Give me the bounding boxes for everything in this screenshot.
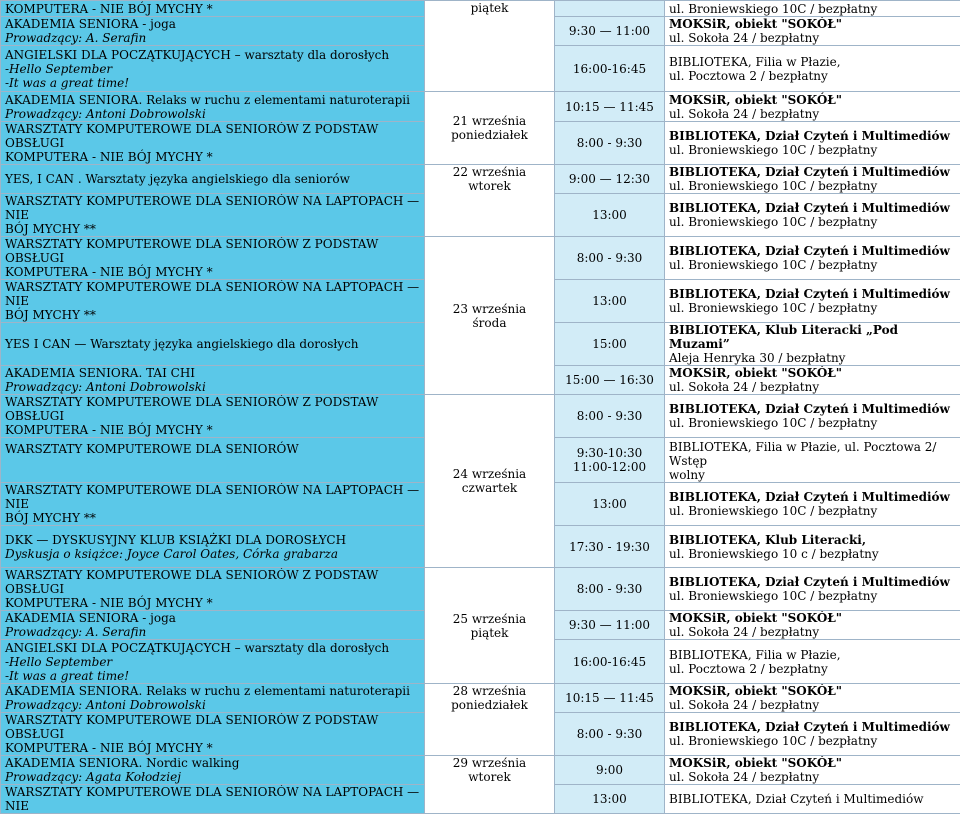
place-cell: [665, 194, 960, 237]
table-row: [1, 684, 960, 713]
time-cell: 8:00 - 9:30: [555, 568, 665, 611]
event-cell: [1, 280, 425, 323]
day-weekday: piątek: [429, 1, 550, 15]
place-venue: BIBLIOTEKA, Dział Czyteń i Multimediów: [669, 575, 956, 589]
time-cell: 9:00: [555, 756, 665, 785]
event-title-cont: KOMPUTERA - NIE BÓJ MYCHY *: [5, 596, 420, 610]
time-cell: 8:00 - 9:30: [555, 237, 665, 280]
place-venue: BIBLIOTEKA, Klub Literacki „Pod Muzami”: [669, 323, 956, 351]
event-title-cont: KOMPUTERA - NIE BÓJ MYCHY *: [5, 265, 420, 279]
event-title: ANGIELSKI DLA POCZĄTKUJĄCYCH – warsztaty dla dorosłych: [5, 48, 420, 62]
day-weekday: poniedziałek: [429, 698, 550, 712]
place-cell: [665, 395, 960, 438]
event-title-cont: KOMPUTERA - NIE BÓJ MYCHY *: [5, 423, 420, 437]
event-cell: [1, 611, 425, 640]
place-cell: [665, 438, 960, 483]
time-cell: 16:00-16:45: [555, 640, 665, 684]
event-title-cont: BÓJ MYCHY **: [5, 222, 420, 236]
place-venue: BIBLIOTEKA, Dział Czyteń i Multimediów: [669, 402, 956, 416]
time-cell: 13:00: [555, 785, 665, 814]
event-cell: [1, 1, 425, 17]
place-cell: [665, 526, 960, 568]
place-address: ul. Sokoła 24 / bezpłatny: [669, 107, 956, 121]
time-cell: 13:00: [555, 194, 665, 237]
event-title: AKADEMIA SENIORA - joga: [5, 611, 420, 625]
place-cell: [665, 366, 960, 395]
event-title: KOMPUTERA - NIE BÓJ MYCHY *: [5, 2, 420, 16]
table-row: [1, 237, 960, 280]
place-address: ul. Broniewskiego 10C / bezpłatny: [669, 504, 956, 518]
place-address: ul. Sokoła 24 / bezpłatny: [669, 625, 956, 639]
event-title: WARSZTATY KOMPUTEROWE DLA SENIORÓW NA LAPTOPACH — NIE: [5, 785, 420, 813]
day-cell: [425, 568, 555, 684]
event-title-cont: KOMPUTERA - NIE BÓJ MYCHY *: [5, 741, 420, 755]
day-cell: [425, 684, 555, 756]
place-cell: [665, 684, 960, 713]
time-cell: 9:30-10:30 11:00-12:00: [555, 438, 665, 483]
day-date: 22 września: [429, 165, 550, 179]
event-cell: [1, 395, 425, 438]
day-cell: [425, 1, 555, 92]
event-cell: [1, 684, 425, 713]
event-title: WARSZTATY KOMPUTEROWE DLA SENIORÓW Z PODSTAW OBSŁUGI: [5, 568, 420, 596]
event-title: DKK — DYSKUSYJNY KLUB KSIĄŻKI DLA DOROSŁYCH: [5, 533, 420, 547]
place-cell: [665, 483, 960, 526]
place-venue: BIBLIOTEKA, Dział Czyteń i Multimediów: [669, 287, 956, 301]
event-title-cont: BÓJ MYCHY **: [5, 511, 420, 525]
day-weekday: środa: [429, 316, 550, 330]
event-cell: [1, 46, 425, 92]
place-cell: [665, 46, 960, 92]
place-venue: BIBLIOTEKA, Dział Czyteń i Multimediów: [669, 201, 956, 215]
time-cell: 8:00 - 9:30: [555, 122, 665, 165]
table-row: [1, 568, 960, 611]
event-host: Prowadzący: Antoni Dobrowolski: [5, 107, 420, 121]
table-row: [1, 165, 960, 194]
day-cell: [425, 92, 555, 165]
place-address: ul. Sokoła 24 / bezpłatny: [669, 31, 956, 45]
place-cell: [665, 122, 960, 165]
place-venue: MOKSiR, obiekt "SOKÓŁ": [669, 611, 956, 625]
event-title: WARSZTATY KOMPUTEROWE DLA SENIORÓW NA LAPTOPACH — NIE: [5, 194, 420, 222]
time-cell: 17:30 - 19:30: [555, 526, 665, 568]
place-venue: BIBLIOTEKA, Filia w Płazie,: [669, 55, 956, 69]
place-venue: MOKSiR, obiekt "SOKÓŁ": [669, 684, 956, 698]
time-cell: 10:15 — 11:45: [555, 684, 665, 713]
time-cell: 16:00-16:45: [555, 46, 665, 92]
place-venue: BIBLIOTEKA, Dział Czyteń i Multimediów: [669, 244, 956, 258]
day-date: 25 września: [429, 612, 550, 626]
place-cell: [665, 280, 960, 323]
place-cell: [665, 323, 960, 366]
time-cell: 9:30 — 11:00: [555, 17, 665, 46]
event-title: AKADEMIA SENIORA - joga: [5, 17, 420, 31]
place-cell: [665, 237, 960, 280]
place-address: ul. Sokoła 24 / bezpłatny: [669, 770, 956, 784]
time-cell: [555, 1, 665, 17]
event-cell: [1, 323, 425, 366]
place-line: ul. Broniewskiego 10C / bezpłatny: [669, 2, 956, 16]
day-cell: [425, 165, 555, 237]
time-cell: 10:15 — 11:45: [555, 92, 665, 122]
event-cell: [1, 92, 425, 122]
place-address: ul. Sokoła 24 / bezpłatny: [669, 380, 956, 394]
event-title: ANGIELSKI DLA POCZĄTKUJĄCYCH – warsztaty dla dorosłych: [5, 641, 420, 655]
time-cell: 13:00: [555, 483, 665, 526]
event-line: -Hello September: [5, 655, 420, 669]
place-cell: [665, 17, 960, 46]
time-cell: 9:00 — 12:30: [555, 165, 665, 194]
place-address: ul. Broniewskiego 10C / bezpłatny: [669, 301, 956, 315]
place-venue: MOKSiR, obiekt "SOKÓŁ": [669, 17, 956, 31]
place-venue: MOKSiR, obiekt "SOKÓŁ": [669, 366, 956, 380]
place-address: ul. Broniewskiego 10C / bezpłatny: [669, 179, 956, 193]
table-row: [1, 92, 960, 122]
place-venue: BIBLIOTEKA, Dział Czyteń i Multimediów: [669, 720, 956, 734]
event-host: Prowadzący: Antoni Dobrowolski: [5, 380, 420, 394]
place-venue: MOKSiR, obiekt "SOKÓŁ": [669, 756, 956, 770]
event-title: WARSZTATY KOMPUTEROWE DLA SENIORÓW Z PODSTAW OBSŁUGI: [5, 122, 420, 150]
time-cell: 13:00: [555, 280, 665, 323]
day-cell: [425, 395, 555, 568]
place-address: ul. Broniewskiego 10C / bezpłatny: [669, 416, 956, 430]
place-cell: [665, 640, 960, 684]
event-line: -It was a great time!: [5, 669, 420, 683]
event-title: YES, I CAN . Warsztaty języka angielskiego dla seniorów: [5, 172, 420, 186]
place-cell: [665, 713, 960, 756]
time-cell: 15:00: [555, 323, 665, 366]
time-cell: 8:00 - 9:30: [555, 395, 665, 438]
place-address: ul. Broniewskiego 10C / bezpłatny: [669, 589, 956, 603]
place-address: ul. Pocztowa 2 / bezpłatny: [669, 69, 956, 83]
event-title: WARSZTATY KOMPUTEROWE DLA SENIORÓW Z PODSTAW OBSŁUGI: [5, 713, 420, 741]
event-title: AKADEMIA SENIORA. Relaks w ruchu z elementami naturoterapii: [5, 684, 420, 698]
event-host: Prowadzący: A. Serafin: [5, 625, 420, 639]
event-cell: [1, 568, 425, 611]
place-cell: [665, 568, 960, 611]
event-title: AKADEMIA SENIORA. Relaks w ruchu z elementami naturoterapii: [5, 93, 420, 107]
event-cell: [1, 438, 425, 483]
table-row: [1, 1, 960, 17]
place-venue: BIBLIOTEKA, Dział Czyteń i Multimediów: [669, 129, 956, 143]
place-venue: BIBLIOTEKA, Klub Literacki,: [669, 533, 956, 547]
place-cell: [665, 92, 960, 122]
event-title: WARSZTATY KOMPUTEROWE DLA SENIORÓW Z PODSTAW OBSŁUGI: [5, 395, 420, 423]
event-title: AKADEMIA SENIORA. TAI CHI: [5, 366, 420, 380]
event-host: Prowadzący: Antoni Dobrowolski: [5, 698, 420, 712]
event-title: AKADEMIA SENIORA. Nordic walking: [5, 756, 420, 770]
place-address: ul. Broniewskiego 10C / bezpłatny: [669, 215, 956, 229]
place-cell: [665, 165, 960, 194]
event-host: Prowadzący: A. Serafin: [5, 31, 420, 45]
event-cell: [1, 756, 425, 785]
place-address: ul. Broniewskiego 10 c / bezpłatny: [669, 547, 956, 561]
place-cell: [665, 785, 960, 814]
event-title: WARSZTATY KOMPUTEROWE DLA SENIORÓW NA LAPTOPACH — NIE: [5, 280, 420, 308]
event-cell: [1, 237, 425, 280]
event-title: WARSZTATY KOMPUTEROWE DLA SENIORÓW Z PODSTAW OBSŁUGI: [5, 237, 420, 265]
time-cell: 15:00 — 16:30: [555, 366, 665, 395]
place-cell: [665, 611, 960, 640]
event-cell: [1, 483, 425, 526]
place-venue: MOKSiR, obiekt "SOKÓŁ": [669, 93, 956, 107]
place-address: Aleja Henryka 30 / bezpłatny: [669, 351, 956, 365]
day-date: 24 września: [429, 467, 550, 481]
place-cell: [665, 1, 960, 17]
event-cell: [1, 122, 425, 165]
event-line: -It was a great time!: [5, 76, 420, 90]
place-venue: BIBLIOTEKA, Dział Czyteń i Multimediów: [669, 490, 956, 504]
day-weekday: poniedziałek: [429, 128, 550, 142]
event-cell: [1, 366, 425, 395]
event-cell: [1, 785, 425, 814]
day-date: 21 września: [429, 114, 550, 128]
event-title: YES I CAN — Warsztaty języka angielskiego dla dorosłych: [5, 337, 420, 351]
place-venue: BIBLIOTEKA, Dział Czyteń i Multimediów: [669, 165, 956, 179]
event-cell: [1, 165, 425, 194]
place-venue: BIBLIOTEKA, Dział Czyteń i Multimediów: [669, 792, 956, 806]
day-cell: [425, 237, 555, 395]
day-weekday: piątek: [429, 626, 550, 640]
event-host: Prowadzący: Agata Kołodziej: [5, 770, 420, 784]
place-venue: BIBLIOTEKA, Filia w Płazie,: [669, 648, 956, 662]
day-weekday: czwartek: [429, 481, 550, 495]
event-subtitle: Dyskusja o książce: Joyce Carol Oates, Córka grabarza: [5, 547, 420, 561]
place-venue-cont: wolny: [669, 468, 956, 482]
event-cell: [1, 526, 425, 568]
day-date: 28 września: [429, 684, 550, 698]
event-cell: [1, 640, 425, 684]
table-row: [1, 395, 960, 438]
place-address: ul. Sokoła 24 / bezpłatny: [669, 698, 956, 712]
day-date: 23 września: [429, 302, 550, 316]
place-address: ul. Broniewskiego 10C / bezpłatny: [669, 734, 956, 748]
place-address: ul. Broniewskiego 10C / bezpłatny: [669, 143, 956, 157]
time-cell: 8:00 - 9:30: [555, 713, 665, 756]
table-row: [1, 756, 960, 785]
event-cell: [1, 17, 425, 46]
place-address: ul. Pocztowa 2 / bezpłatny: [669, 662, 956, 676]
event-cell: [1, 713, 425, 756]
day-date: 29 września: [429, 756, 550, 770]
place-cell: [665, 756, 960, 785]
day-cell: [425, 756, 555, 814]
place-address: ul. Broniewskiego 10C / bezpłatny: [669, 258, 956, 272]
event-title-cont: BÓJ MYCHY **: [5, 308, 420, 322]
place-venue: BIBLIOTEKA, Filia w Płazie, ul. Pocztowa 2/ Wstęp: [669, 440, 956, 468]
time-cell: 9:30 — 11:00: [555, 611, 665, 640]
day-weekday: wtorek: [429, 770, 550, 784]
event-title-cont: KOMPUTERA - NIE BÓJ MYCHY *: [5, 150, 420, 164]
event-title: WARSZTATY KOMPUTEROWE DLA SENIORÓW NA LAPTOPACH — NIE: [5, 483, 420, 511]
event-line: -Hello September: [5, 62, 420, 76]
event-cell: [1, 194, 425, 237]
day-weekday: wtorek: [429, 179, 550, 193]
event-title: WARSZTATY KOMPUTEROWE DLA SENIORÓW: [5, 442, 420, 456]
